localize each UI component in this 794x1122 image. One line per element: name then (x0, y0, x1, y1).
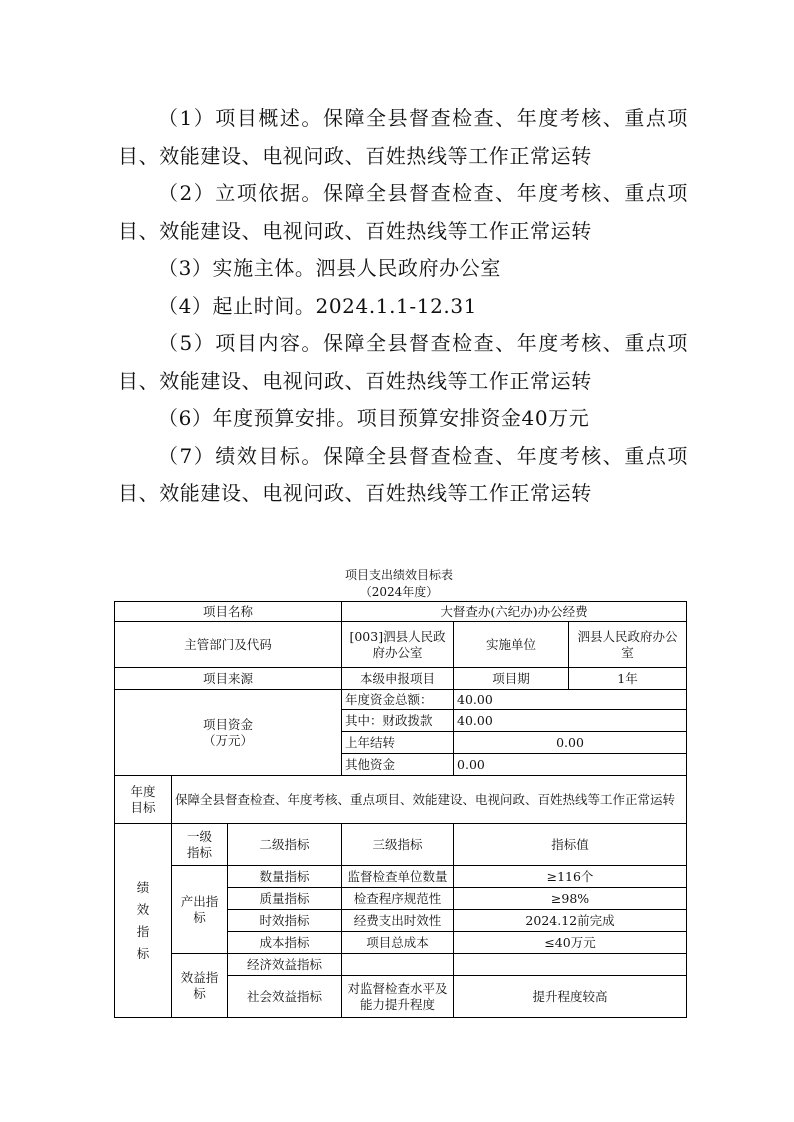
output-level3: 监督检查单位数量 (342, 866, 454, 888)
paragraph-entity: （3）实施主体。泗县人民政府办公室 (158, 256, 501, 280)
table-row (115, 866, 687, 888)
project-name-label: 项目名称 (115, 602, 342, 622)
output-value: 2024.12前完成 (454, 910, 687, 932)
level2-header: 二级指标 (228, 824, 342, 866)
fund-prev-value: 0.00 (454, 732, 687, 754)
econ-value (454, 954, 687, 976)
dept-label: 主管部门及代码 (115, 622, 342, 668)
paragraph-basis: （2）立项依据。保障全县督查检查、年度考核、重点项目、效能建设、电视问政、百姓热线等工作正常运转 (118, 181, 688, 243)
source-label: 项目来源 (115, 668, 342, 690)
level3-header: 三级指标 (342, 824, 454, 866)
goal-label-line1: 年度 (130, 783, 156, 799)
perf-label-char: 标 (136, 945, 150, 961)
level1-header (172, 824, 228, 866)
output-value: ≥98% (454, 888, 687, 910)
fund-other-label: 其他资金 (342, 754, 454, 776)
social-label: 社会效益指标 (228, 976, 342, 1018)
level1-header-line1: 一级 (186, 828, 212, 844)
fund-label-cell (115, 690, 342, 776)
econ-level3 (342, 954, 454, 976)
perf-label-char: 绩 (136, 879, 150, 895)
paragraph-content: （5）项目内容。保障全县督查检查、年度考核、重点项目、效能建设、电视问政、百姓热线等工作正常运转 (118, 331, 688, 393)
level1-header-line2: 指标 (186, 844, 212, 860)
output-level2: 质量指标 (228, 888, 342, 910)
project-name-value: 大督查办(六纪办)办公经费 (342, 602, 687, 622)
source-value: 本级申报项目 (342, 668, 454, 690)
body-text (118, 100, 688, 513)
output-level2: 成本指标 (228, 932, 342, 954)
fund-fiscal-value: 40.00 (454, 710, 687, 732)
goal-text: 保障全县督查检查、年度考核、重点项目、效能建设、电视问政、百姓热线等工作正常运转 (172, 776, 687, 824)
value-header: 指标值 (454, 824, 687, 866)
benefit-label: 效益指标 (172, 954, 228, 1018)
fund-fiscal-label: 其中：财政拨款 (342, 710, 454, 732)
output-level3: 经费支出时效性 (342, 910, 454, 932)
output-value: ≥116个 (454, 866, 687, 888)
fund-unit: （万元） (203, 732, 254, 748)
fund-other-value: 0.00 (454, 754, 687, 776)
output-value: ≤40万元 (454, 932, 687, 954)
social-value: 提升程度较高 (454, 976, 687, 1018)
table-row (115, 824, 687, 866)
table-row (115, 602, 687, 622)
paragraph-budget: （6）年度预算安排。项目预算安排资金40万元 (158, 406, 590, 430)
goal-label-cell (115, 776, 172, 824)
table-row (115, 690, 687, 710)
output-level3: 项目总成本 (342, 932, 454, 954)
period-label: 项目期 (454, 668, 569, 690)
goal-label-line2: 目标 (130, 799, 156, 815)
output-level2: 数量指标 (228, 866, 342, 888)
paragraph-overview: （1）项目概述。保障全县督查检查、年度考核、重点项目、效能建设、电视问政、百姓热线等工作正常运转 (118, 106, 688, 168)
fund-label: 项目资金 (203, 716, 254, 732)
perf-label-cell (115, 824, 172, 1018)
fund-total-value: 40.00 (454, 690, 687, 710)
table-title: 项目支出绩效目标表 (344, 568, 453, 582)
paragraph-period: （4）起止时间。2024.1.1-12.31 (158, 293, 478, 318)
output-label: 产出指标 (172, 866, 228, 954)
performance-table (114, 601, 687, 1018)
table-row (115, 954, 687, 976)
econ-label: 经济效益指标 (228, 954, 342, 976)
impl-value: 泗县人民政府办公室 (569, 622, 687, 668)
fund-total-label: 年度资金总额： (342, 690, 454, 710)
period-value: 1年 (569, 668, 687, 690)
perf-label-char: 效 (136, 901, 150, 917)
social-level3: 对监督检查水平及能力提升程度 (342, 976, 454, 1018)
table-row (115, 622, 687, 668)
fund-prev-label: 上年结转 (342, 732, 454, 754)
table-year: （2024年度） (359, 585, 439, 599)
output-level2: 时效指标 (228, 910, 342, 932)
impl-label: 实施单位 (454, 622, 569, 668)
table-row (115, 668, 687, 690)
output-level3: 检查程序规范性 (342, 888, 454, 910)
paragraph-goal: （7）绩效目标。保障全县督查检查、年度考核、重点项目、效能建设、电视问政、百姓热线等工作正常运转 (118, 443, 688, 505)
dept-value: [003]泗县人民政府办公室 (342, 622, 454, 668)
table-row (115, 776, 687, 824)
perf-label-char: 指 (136, 923, 150, 939)
